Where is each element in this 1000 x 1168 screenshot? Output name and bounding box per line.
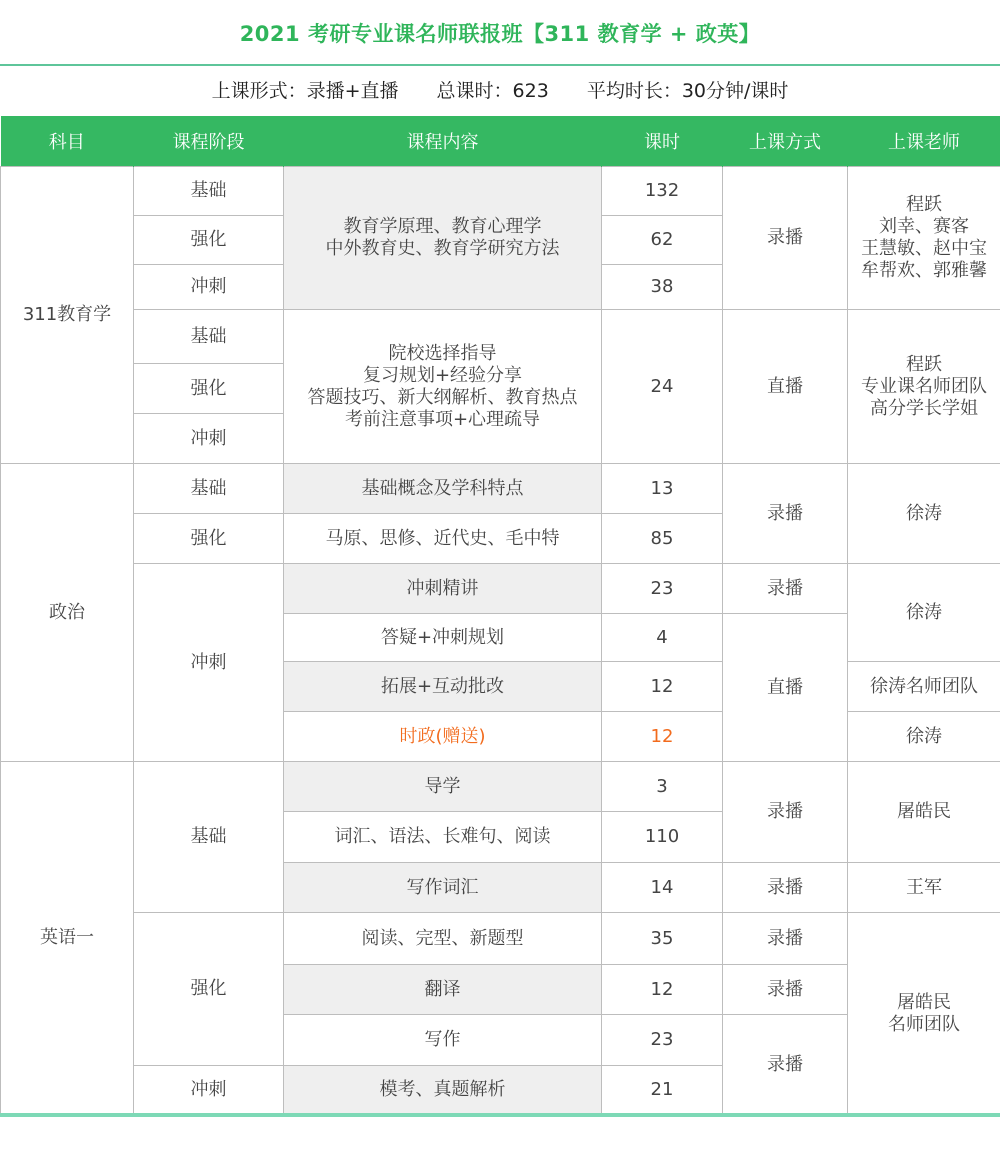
teacher-cell: [848, 913, 1000, 1115]
method-cell: 录播: [723, 464, 848, 564]
hours-cell: 21: [602, 1066, 723, 1115]
method-cell: 录播: [723, 913, 848, 965]
teacher-line: 高分学长学姐: [870, 397, 978, 419]
content-cell: 写作词汇: [284, 863, 602, 913]
content-cell: 写作: [284, 1015, 602, 1066]
method-cell: 录播: [723, 1015, 848, 1115]
teacher-cell: [848, 167, 1000, 310]
teacher-line: 名师团队: [888, 1013, 960, 1035]
table-row: [1, 762, 1000, 812]
method-cell: 录播: [723, 863, 848, 913]
content-line: 教育学原理、教育心理学: [343, 216, 542, 237]
hours-cell: 85: [602, 514, 723, 564]
hours-cell: 23: [602, 1015, 723, 1066]
method-cell: 直播: [723, 310, 848, 464]
content-cell: [284, 310, 602, 464]
hours-cell: 3: [602, 762, 723, 812]
content-line: 院校选择指导: [388, 342, 497, 364]
header-stage: 课程阶段: [134, 116, 284, 167]
stage-cell: 强化: [134, 216, 284, 265]
hours-cell: 13: [602, 464, 723, 514]
content-line: 复习规划+经验分享: [362, 364, 523, 386]
teacher-line: 牟帮欢、郭雅馨: [861, 260, 987, 281]
content-cell: 时政(赠送): [284, 712, 602, 762]
hours-cell: 12: [602, 712, 723, 762]
stage-cell: 基础: [134, 167, 284, 216]
teacher-cell: [848, 310, 1000, 464]
content-cell: 冲刺精讲: [284, 564, 602, 614]
stage-cell: 基础: [134, 464, 284, 514]
content-line: 中外教育史、教育学研究方法: [325, 238, 560, 259]
hours-cell: 4: [602, 614, 723, 662]
hours-cell: 62: [602, 216, 723, 265]
content-cell: 模考、真题解析: [284, 1066, 602, 1115]
hours-cell: 24: [602, 310, 723, 464]
table-row: [1, 913, 1000, 965]
method-cell: 录播: [723, 762, 848, 863]
hours-cell: 23: [602, 564, 723, 614]
subject-cell: 政治: [1, 464, 134, 762]
teacher-line: 专业课名师团队: [861, 375, 987, 397]
stage-cell: 基础: [134, 310, 284, 364]
hours-cell: 12: [602, 965, 723, 1015]
table-row: [1, 564, 1000, 614]
hours-cell: 14: [602, 863, 723, 913]
bottom-accent-bar: [0, 1113, 1000, 1117]
method-cell: 直播: [723, 614, 848, 762]
course-info: [0, 66, 1000, 116]
avg-duration-label: 平均时长：30分钟/课时: [586, 80, 789, 102]
teacher-line: 王慧敏、赵中宝: [861, 238, 987, 259]
header-teacher: 上课老师: [848, 116, 1000, 167]
content-cell: 词汇、语法、长难句、阅读: [284, 812, 602, 863]
stage-cell: 冲刺: [134, 1066, 284, 1115]
stage-cell: 强化: [134, 364, 284, 414]
teacher-cell: 屠皓民: [848, 762, 1000, 863]
method-cell: 录播: [723, 167, 848, 310]
hours-cell: 110: [602, 812, 723, 863]
teacher-line: 程跃: [906, 194, 942, 215]
teacher-line: 程跃: [906, 353, 942, 375]
stage-cell: 冲刺: [134, 564, 284, 762]
subject-cell: 英语一: [1, 762, 134, 1115]
teacher-cell: 王军: [848, 863, 1000, 913]
content-cell: 翻译: [284, 965, 602, 1015]
stage-cell: 基础: [134, 762, 284, 913]
content-cell: [284, 167, 602, 310]
page-title: 2021 考研专业课名师联报班【311 教育学 + 政英】: [239, 22, 761, 46]
stage-cell: 强化: [134, 913, 284, 1066]
hours-cell: 12: [602, 662, 723, 712]
teacher-cell: 徐涛: [848, 464, 1000, 564]
content-cell: 基础概念及学科特点: [284, 464, 602, 514]
hours-cell: 38: [602, 265, 723, 310]
method-cell: 录播: [723, 965, 848, 1015]
table-header-row: [1, 116, 1000, 167]
content-cell: 马原、思修、近代史、毛中特: [284, 514, 602, 564]
content-cell: 阅读、完型、新题型: [284, 913, 602, 965]
hours-cell: 35: [602, 913, 723, 965]
content-line: 考前注意事项+心理疏导: [344, 408, 541, 430]
stage-cell: 冲刺: [134, 265, 284, 310]
content-cell: 拓展+互动批改: [284, 662, 602, 712]
format-label: 上课形式：录播+直播: [211, 80, 399, 102]
hours-cell: 132: [602, 167, 723, 216]
table-row: [1, 464, 1000, 514]
stage-cell: 强化: [134, 514, 284, 564]
header-content: 课程内容: [284, 116, 602, 167]
stage-cell: 冲刺: [134, 414, 284, 464]
method-cell: 录播: [723, 564, 848, 614]
teacher-cell: 徐涛: [848, 712, 1000, 762]
teacher-cell: 徐涛: [848, 564, 1000, 662]
header-subject: 科目: [1, 116, 134, 167]
subject-cell: 311教育学: [1, 167, 134, 464]
content-cell: 导学: [284, 762, 602, 812]
total-hours-label: 总课时：623: [436, 80, 549, 102]
header-method: 上课方式: [723, 116, 848, 167]
header-hours: 课时: [602, 116, 723, 167]
teacher-cell: 徐涛名师团队: [848, 662, 1000, 712]
content-cell: 答疑+冲刺规划: [284, 614, 602, 662]
table-row: [1, 310, 1000, 364]
content-line: 答题技巧、新大纲解析、教育热点: [307, 386, 578, 408]
teacher-line: 屠皓民: [897, 991, 951, 1013]
table-row: [1, 167, 1000, 216]
course-table: [0, 116, 1000, 1115]
teacher-line: 刘幸、赛客: [879, 216, 969, 237]
